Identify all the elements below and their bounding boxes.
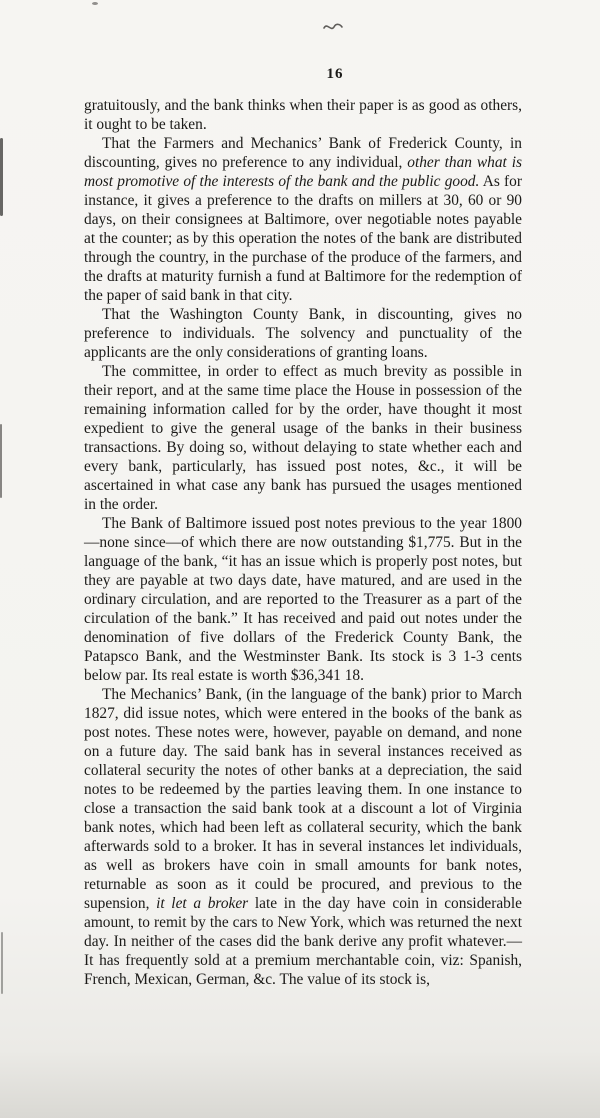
scan-artifact bbox=[1, 932, 3, 994]
scan-artifact bbox=[0, 424, 2, 498]
paragraph-washington-county-bank: That the Washington County Bank, in discounting, gives no preference to individuals. The solvency and punctuality of the applicants are the only considerations of granting loans. bbox=[84, 306, 522, 361]
squiggle-ornament-icon bbox=[322, 20, 344, 34]
page-number: 16 bbox=[326, 66, 344, 82]
paragraph-committee: The committee, in order to effect as much brevity as possible in their report, and at the same time place the House in possession of the remaining information called for by the order, have thought it most expedient to give the general usage of the banks in their business transactions. By doing so, without delaying to state whether each and every bank, particularly, has issued post notes, &c., it will be ascertained in what case any bank has pursued the usages mentioned in the order. bbox=[84, 363, 522, 513]
paragraph-mechanics-bank bbox=[84, 685, 522, 989]
paragraph-text: That the Farmers and Mechanics’ Bank of Frederick County, in discounting, gives no preference to any individual, bbox=[84, 135, 522, 171]
scan-artifact bbox=[0, 138, 3, 216]
paragraph-italic-text: other than what is most promotive of the interests of the bank and the public good. bbox=[84, 154, 523, 190]
paragraph-text: late in the day have coin in considerable amount, to remit by the cars to New York, which was returned the next day. In neither of the cases did the bank derive any profit whatever.— It has frequently sold at a premium merchantable coin, viz: Spanish, French, Mexican, German, &c. The value of its stock is, bbox=[84, 895, 522, 988]
paragraph-bank-of-baltimore: The Bank of Baltimore issued post notes previous to the year 1800—none since—of which there are now outstanding $1,775. But in the language of the bank, “it has an issue which is properly post notes, but they are payable at two days date, have matured, and are used in the ordinary circulation, and are reported to the Treasurer as a part of the circulation of the bank.” It has received and paid out notes under the denomination of five dollars of the Frederick County Bank, the Patapsco Bank, and the Westminster Bank. Its stock is 3 1-3 cents below par. Its real estate is worth $36,341 18. bbox=[84, 515, 522, 684]
paragraph-italic-text: it let a broker bbox=[156, 895, 249, 912]
paragraph-continuation: gratuitously, and the bank thinks when their paper is as good as others, it ought to be taken. bbox=[84, 97, 522, 133]
paragraph-text: The Mechanics’ Bank, (in the language of the bank) prior to March 1827, did issue notes, which were entered in the books of the bank as post notes. These notes were, however, payable on demand, and none on a future day. The said bank has in several instances received as collateral security the notes of other banks at a depreciation, the said notes to be redeemed by the parties leaving them. In one instance to close a transaction the said bank took at a discount a lot of Virginia bank notes, which had been left as collateral security, which the bank afterwards sold to a broker. It has in several instances let individuals, as well as brokers have coin in small amounts for bank notes, returnable as soon as it could be procured, and previous to the supension, bbox=[84, 686, 522, 912]
paragraph-farmers-mechanics-bank bbox=[84, 134, 522, 305]
paragraph-text: As for instance, it gives a preference to the drafts on millers at 30, 60 or 90 days, on their consignees at Baltimore, over negotiable notes payable at the counter; as by this operation the notes of the bank are distributed through the country, in the purchase of the produce of the farmers, and the drafts at maturity furnish a fund at Baltimore for the redemption of the paper of said bank in that city. bbox=[84, 173, 522, 304]
scan-artifact bbox=[92, 2, 98, 5]
text-block bbox=[84, 96, 522, 989]
